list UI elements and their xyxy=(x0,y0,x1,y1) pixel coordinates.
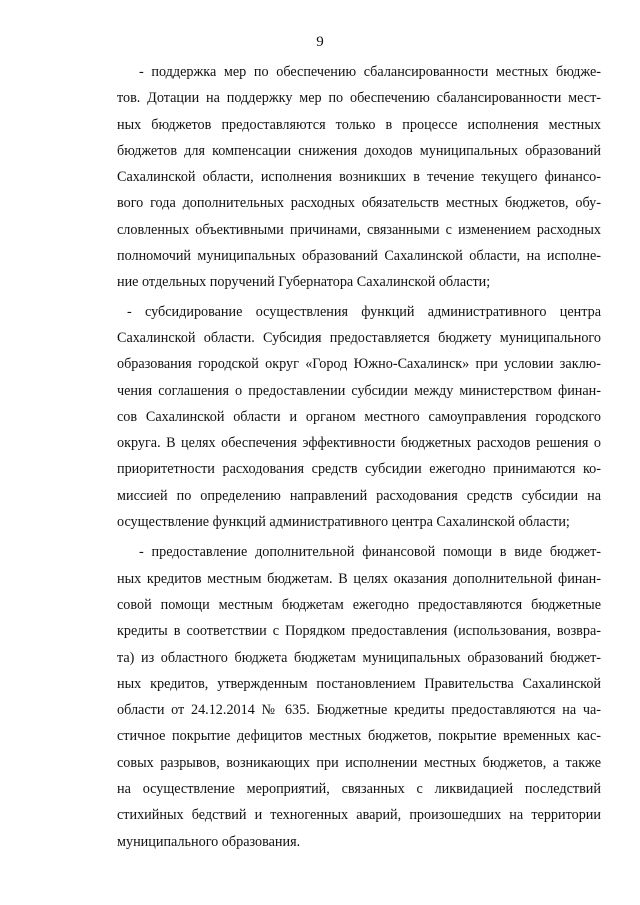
paragraph-line: ние отдельных поручений Губернатора Сахалинской области; xyxy=(117,274,491,291)
paragraph-line: - поддержка мер по обеспечению сбалансированности местных бюдже- xyxy=(139,64,601,80)
paragraph-line: ных бюджетов предоставляются только в процессе исполнения местных xyxy=(117,116,601,133)
paragraph-budget-credits xyxy=(117,539,601,855)
paragraph-line: стичное покрытие дефицитов местных бюджетов, покрытие временных кас- xyxy=(117,728,601,745)
page-number: 9 xyxy=(316,34,324,50)
paragraph-line: - субсидирование осуществления функций административного центра xyxy=(127,303,601,320)
paragraph-line: полномочий муниципальных образований Сахалинской области, на исполне- xyxy=(117,248,601,265)
paragraph-line: миссией по определению направлений расходования средств субсидии на xyxy=(117,487,601,504)
paragraph-line: вого года дополнительных расходных обязательств местных бюджетов, обу- xyxy=(117,195,601,212)
paragraph-line: - предоставление дополнительной финансовой помощи в виде бюджет- xyxy=(139,544,601,561)
paragraph-line: стихийных бедствий и техногенных аварий, произошедших на территории xyxy=(117,807,601,824)
paragraph-line: та) из областного бюджета бюджетам муниципальных образований бюджет- xyxy=(117,649,601,666)
paragraph-line: ных кредитов, утвержденным постановлением Правительства Сахалинской xyxy=(117,675,601,692)
paragraph-line: сов Сахалинской области и органом местного самоуправления городского xyxy=(117,408,601,425)
paragraph-line: словленных объективными причинами, связанными с изменением расходных xyxy=(117,221,601,238)
paragraph-line: бюджетов для компенсации снижения доходов муниципальных образований xyxy=(117,142,601,159)
paragraph-line: муниципального образования. xyxy=(117,833,301,850)
paragraph-line: приоритетности расходования средств субсидии ежегодно принимаются ко- xyxy=(117,461,601,478)
paragraph-local-budget-balance-support xyxy=(117,59,601,296)
paragraph-line: ных кредитов местным бюджетам. В целях оказания дополнительной финан- xyxy=(117,570,601,587)
paragraph-line: области от 24.12.2014 № 635. Бюджетные кредиты предоставляются на ча- xyxy=(117,702,601,719)
paragraph-line: тов. Дотации на поддержку мер по обеспечению сбалансированности мест- xyxy=(117,90,601,107)
paragraph-line: совой помощи местным бюджетам ежегодно предоставляются бюджетные xyxy=(117,596,601,613)
paragraph-line: Сахалинской области, исполнения возникших в течение текущего финансо- xyxy=(117,169,601,186)
paragraph-admin-center-subsidy xyxy=(117,299,601,536)
paragraph-line: Сахалинской области. Субсидия предоставляется бюджету муниципального xyxy=(117,329,601,346)
paragraph-line: округа. В целях обеспечения эффективности бюджетных расходов решения о xyxy=(117,435,601,452)
paragraph-line: образования городской округ «Город Южно-Сахалинск» при условии заклю- xyxy=(117,356,601,373)
paragraph-line: кредиты в соответствии с Порядком предоставления (использования, возвра- xyxy=(117,623,601,640)
paragraph-line: на осуществление мероприятий, связанных с ликвидацией последствий xyxy=(117,781,601,798)
paragraph-line: совых разрывов, возникающих при исполнении местных бюджетов, а также xyxy=(117,754,601,771)
paragraph-line: осуществление функций административного центра Сахалинской области; xyxy=(117,514,570,531)
document-body xyxy=(117,59,601,855)
paragraph-line: чения соглашения о предоставлении субсидии между министерством финан- xyxy=(117,382,601,399)
